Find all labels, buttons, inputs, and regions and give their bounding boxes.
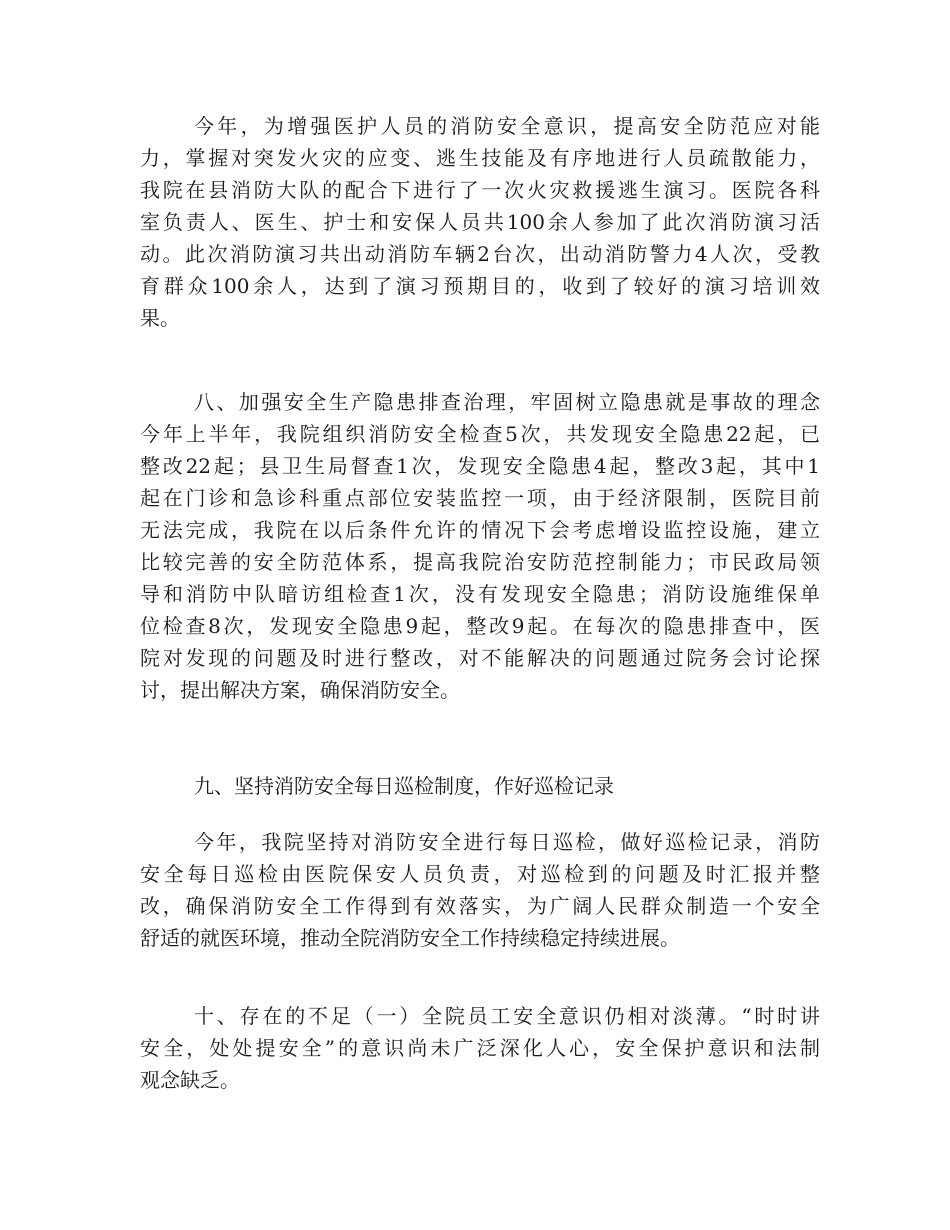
paragraph-line: 八、加强安全生产隐患排查治理，牢固树立隐患就是事故的理念	[194, 390, 820, 414]
paragraph-shortcomings	[140, 1000, 820, 1096]
paragraph-line: 动。此次消防演习共出动消防车辆2台次，出动消防警力4人次，受教	[140, 242, 820, 266]
paragraph-line: 院对发现的问题及时进行整改，对不能解决的问题通过院务会讨论探	[140, 646, 820, 670]
paragraph-fire-drill	[140, 110, 820, 334]
paragraph-line: 讨，提出解决方案，确保消防安全。	[140, 678, 460, 702]
paragraph-line: 今年上半年，我院组织消防安全检查5次，共发现安全隐患22起，已	[140, 422, 820, 446]
section-heading-daily-patrol: 九、坚持消防安全每日巡检制度，作好巡检记录	[194, 774, 614, 798]
paragraph-line: 起在门诊和急诊科重点部位安装监控一项，由于经济限制，医院目前	[140, 486, 820, 510]
paragraph-daily-patrol	[140, 826, 820, 954]
paragraph-line: 整改22起；县卫生局督查1次，发现安全隐患4起，整改3起，其中1	[140, 454, 820, 478]
paragraph-line: 改，确保消防安全工作得到有效落实，为广阔人民群众制造一个安全	[140, 894, 820, 918]
paragraph-line: 育群众100余人，达到了演习预期目的，收到了较好的演习培训效	[140, 274, 820, 298]
paragraph-line: 无法完成，我院在以后条件允许的情况下会考虑增设监控设施，建立	[140, 518, 820, 542]
paragraph-line: 十、存在的不足（一）全院员工安全意识仍相对淡薄。“时时讲	[194, 1004, 820, 1028]
paragraph-line: 安全，处处提安全”的意识尚未广泛深化人心，安全保护意识和法制	[140, 1036, 820, 1060]
paragraph-line: 力，掌握对突发火灾的应变、逃生技能及有序地进行人员疏散能力，	[140, 146, 820, 170]
paragraph-line: 室负责人、医生、护士和安保人员共100余人参加了此次消防演习活	[140, 210, 820, 234]
paragraph-line: 比较完善的安全防范体系，提高我院治安防范控制能力；市民政局领	[140, 550, 820, 574]
paragraph-line: 观念缺乏。	[140, 1068, 240, 1092]
paragraph-line: 位检查8次，发现安全隐患9起，整改9起。在每次的隐患排查中，医	[140, 614, 820, 638]
paragraph-line: 我院在县消防大队的配合下进行了一次火灾救援逃生演习。医院各科	[140, 178, 820, 202]
paragraph-hazard-inspection	[140, 386, 820, 706]
paragraph-line: 导和消防中队暗访组检查1次，没有发现安全隐患；消防设施维保单	[140, 582, 820, 606]
paragraph-line: 安全每日巡检由医院保安人员负责，对巡检到的问题及时汇报并整	[140, 862, 820, 886]
paragraph-line: 果。	[140, 306, 180, 330]
paragraph-line: 今年，为增强医护人员的消防安全意识，提高安全防范应对能	[194, 114, 820, 138]
paragraph-line: 今年，我院坚持对消防安全进行每日巡检，做好巡检记录，消防	[194, 830, 820, 854]
paragraph-line: 舒适的就医环境，推动全院消防安全工作持续稳定持续进展。	[140, 926, 680, 950]
